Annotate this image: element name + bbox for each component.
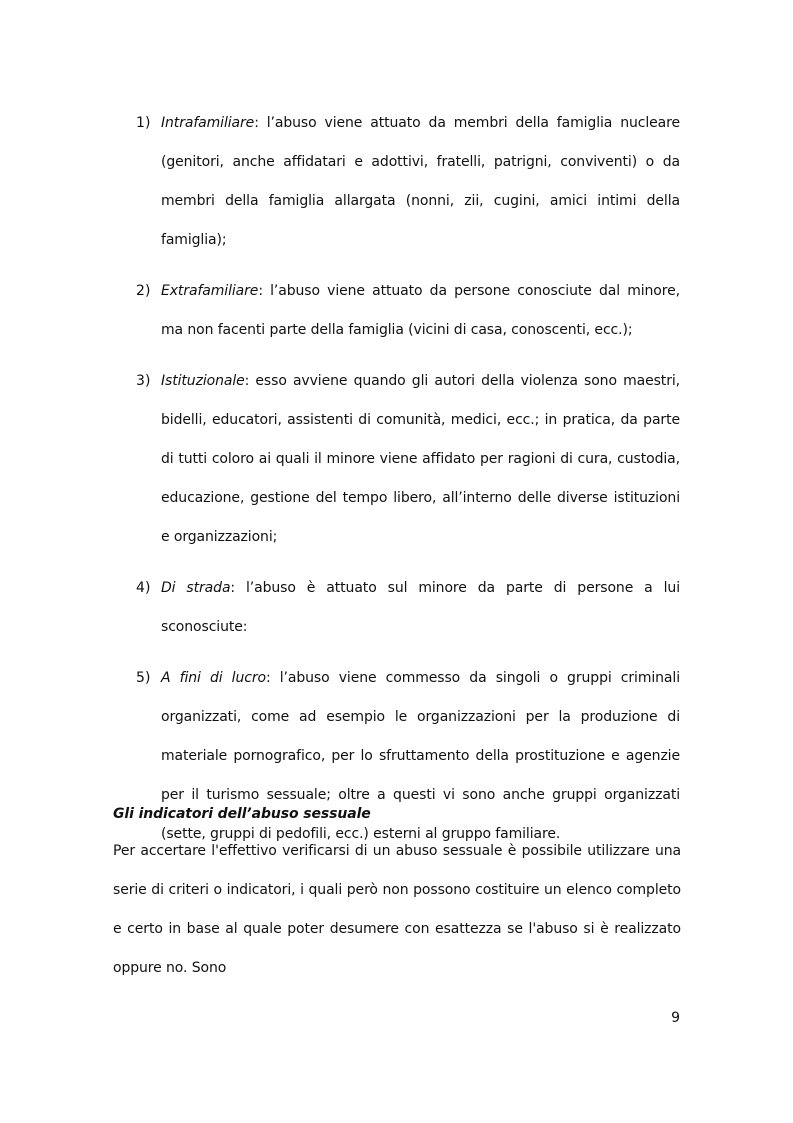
list-item-number: 4) [136,580,151,596]
list-item-term: Extrafamiliare [161,283,259,299]
page-number: 9 [671,1010,680,1026]
list-item-term: A fini di lucro [161,670,266,686]
list-item [0,272,793,350]
list-item-term: Di strada [161,580,231,596]
list-item-text [161,104,680,260]
list-item-term: Intrafamiliare [161,115,255,131]
list-item-text [161,362,680,557]
list-item-term: Istituzionale [161,373,245,389]
list-item-description: : l’abuso viene attuato da persone conosciute dal minore, ma non facenti parte della famiglia (vicini di casa, conoscenti, ecc.); [161,283,680,338]
list-item-description: : l’abuso è attuato sul minore da parte di persone a lui sconosciute: [161,580,680,635]
list-item-number: 5) [136,670,151,686]
section-paragraph: Per accertare l'effettivo verificarsi di un abuso sessuale è possibile utilizzare una serie di criteri o indicatori, i quali però non possono costituire un elenco completo e certo in base al quale poter desumere con esattezza se l'abuso si è realizzato oppure no. Sono [113,843,681,976]
abuse-types-list [0,104,793,866]
list-item [0,104,793,260]
list-item-number: 2) [136,283,151,299]
list-item-description: : l’abuso viene attuato da membri della famiglia nucleare (genitori, anche affidatari e adottivi, fratelli, patrigni, conviventi) o da membri della famiglia allargata (nonni, zii, cugini, amici intimi della famiglia); [161,115,680,248]
list-item [0,569,793,647]
list-item-text [161,569,680,647]
list-item-text [161,272,680,350]
list-item [0,362,793,557]
list-item-description: : esso avviene quando gli autori della violenza sono maestri, bidelli, educatori, assistenti di comunità, medici, ecc.; in pratica, da parte di tutti coloro ai quali il minore viene affidato per ragioni di cura, custodia, educazione, gestione del tempo libero, all’interno delle diverse istituzioni e organizzazioni; [161,373,680,545]
section-heading: Gli indicatori dell’abuso sessuale [113,806,371,822]
list-item-number: 3) [136,373,151,389]
list-item-number: 1) [136,115,151,131]
list-item-description: : l’abuso viene commesso da singoli o gruppi criminali organizzati, come ad esempio le organizzazioni per la produzione di materiale pornografico, per lo sfruttamento della prostituzione e agenzie per il turismo sessuale; oltre a questi vi sono anche gruppi organizzati (sette, gruppi di pedofili, ecc.) esterni al gruppo familiare. [161,670,680,842]
